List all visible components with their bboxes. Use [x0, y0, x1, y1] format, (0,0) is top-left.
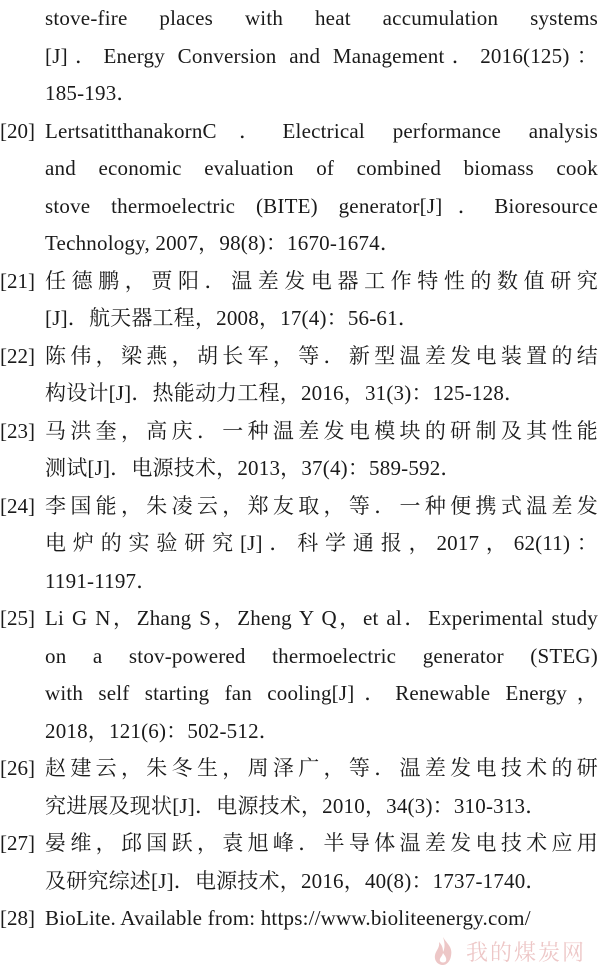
reference-text-line: [J]．Energy Conversion and Management．2016(125)： — [45, 43, 598, 68]
reference-text-line: [J]．航天器工程，2008，17(4)：56-61． — [45, 306, 420, 330]
reference-entry — [0, 413, 600, 488]
reference-number: [23] — [0, 418, 35, 443]
reference-entry — [0, 750, 600, 825]
reference-text-line: 赵建云，朱冬生，周泽广，等．温差发电技术的研 — [45, 756, 598, 780]
reference-entry — [0, 338, 600, 413]
reference-number: [20] — [0, 118, 35, 143]
reference-entry — [0, 113, 600, 263]
reference-text-line: with self starting fan cooling[J]．Renewable Energy， — [45, 681, 598, 705]
reference-entry — [0, 0, 600, 113]
reference-text-line: 晏维，邱国跃，袁旭峰．半导体温差发电技术应用 — [45, 831, 598, 855]
reference-text-line: Li G N，Zhang S，Zheng Y Q，et al．Experimental study — [45, 606, 598, 630]
reference-number: [24] — [0, 493, 35, 518]
reference-number: [28] — [0, 906, 35, 930]
reference-text-line: BioLite. Available from: https://www.bioliteenergy.com/ — [45, 906, 531, 930]
reference-text-line: 及研究综述[J]．电源技术，2016，40(8)：1737-1740． — [45, 868, 547, 893]
reference-number: [22] — [0, 343, 35, 368]
reference-text-line: 电炉的实验研究[J]．科学通报，2017，62(11)： — [45, 531, 598, 555]
reference-entry — [0, 263, 600, 338]
reference-text-line: on a stov-powered thermoelectric generator (STEG) — [45, 643, 598, 668]
reference-text-line: 2018，121(6)：502-512． — [45, 718, 280, 743]
reference-text-line: 任德鹏，贾阳．温差发电器工作特性的数值研究 — [45, 268, 598, 293]
watermark — [426, 934, 586, 968]
reference-text-line: 185-193． — [45, 81, 138, 105]
reference-text-line: 马洪奎，高庆．一种温差发电模块的研制及其性能 — [45, 418, 598, 443]
reference-text-line: LertsatitthanakornC．Electrical performance analysis — [45, 118, 598, 143]
reference-text-line: stove thermoelectric (BITE) generator[J]．Bioresource — [45, 193, 598, 218]
reference-text-line: 究进展及现状[J]．电源技术，2010，34(3)：310-313． — [45, 793, 547, 818]
reference-text-line: 1191-1197． — [45, 568, 158, 593]
reference-entry — [0, 600, 600, 750]
reference-entry — [0, 488, 600, 601]
reference-number: [21] — [0, 268, 35, 293]
reference-text-line: 测试[J]．电源技术，2013，37(4)：589-592． — [45, 456, 462, 480]
reference-text-line: 李国能，朱凌云，郑友取，等．一种便携式温差发 — [45, 493, 598, 518]
reference-text-line: Technology, 2007，98(8)：1670-1674． — [45, 231, 402, 255]
reference-number: [27] — [0, 831, 35, 855]
reference-number: [25] — [0, 606, 35, 630]
reference-entry — [0, 900, 600, 938]
reference-number: [26] — [0, 756, 35, 780]
reference-text-line: and economic evaluation of combined biomass cook — [45, 156, 598, 180]
watermark-text: 我的煤炭网 — [465, 940, 586, 966]
reference-text-line: 陈伟，梁燕，胡长军，等．新型温差发电装置的结 — [45, 343, 598, 368]
reference-text-line: stove-fire places with heat accumulation systems — [45, 6, 598, 30]
reference-text-line: 构设计[J]．热能动力工程，2016，31(3)：125-128． — [45, 381, 526, 405]
reference-entry — [0, 825, 600, 900]
flame-logo-icon — [426, 934, 460, 968]
